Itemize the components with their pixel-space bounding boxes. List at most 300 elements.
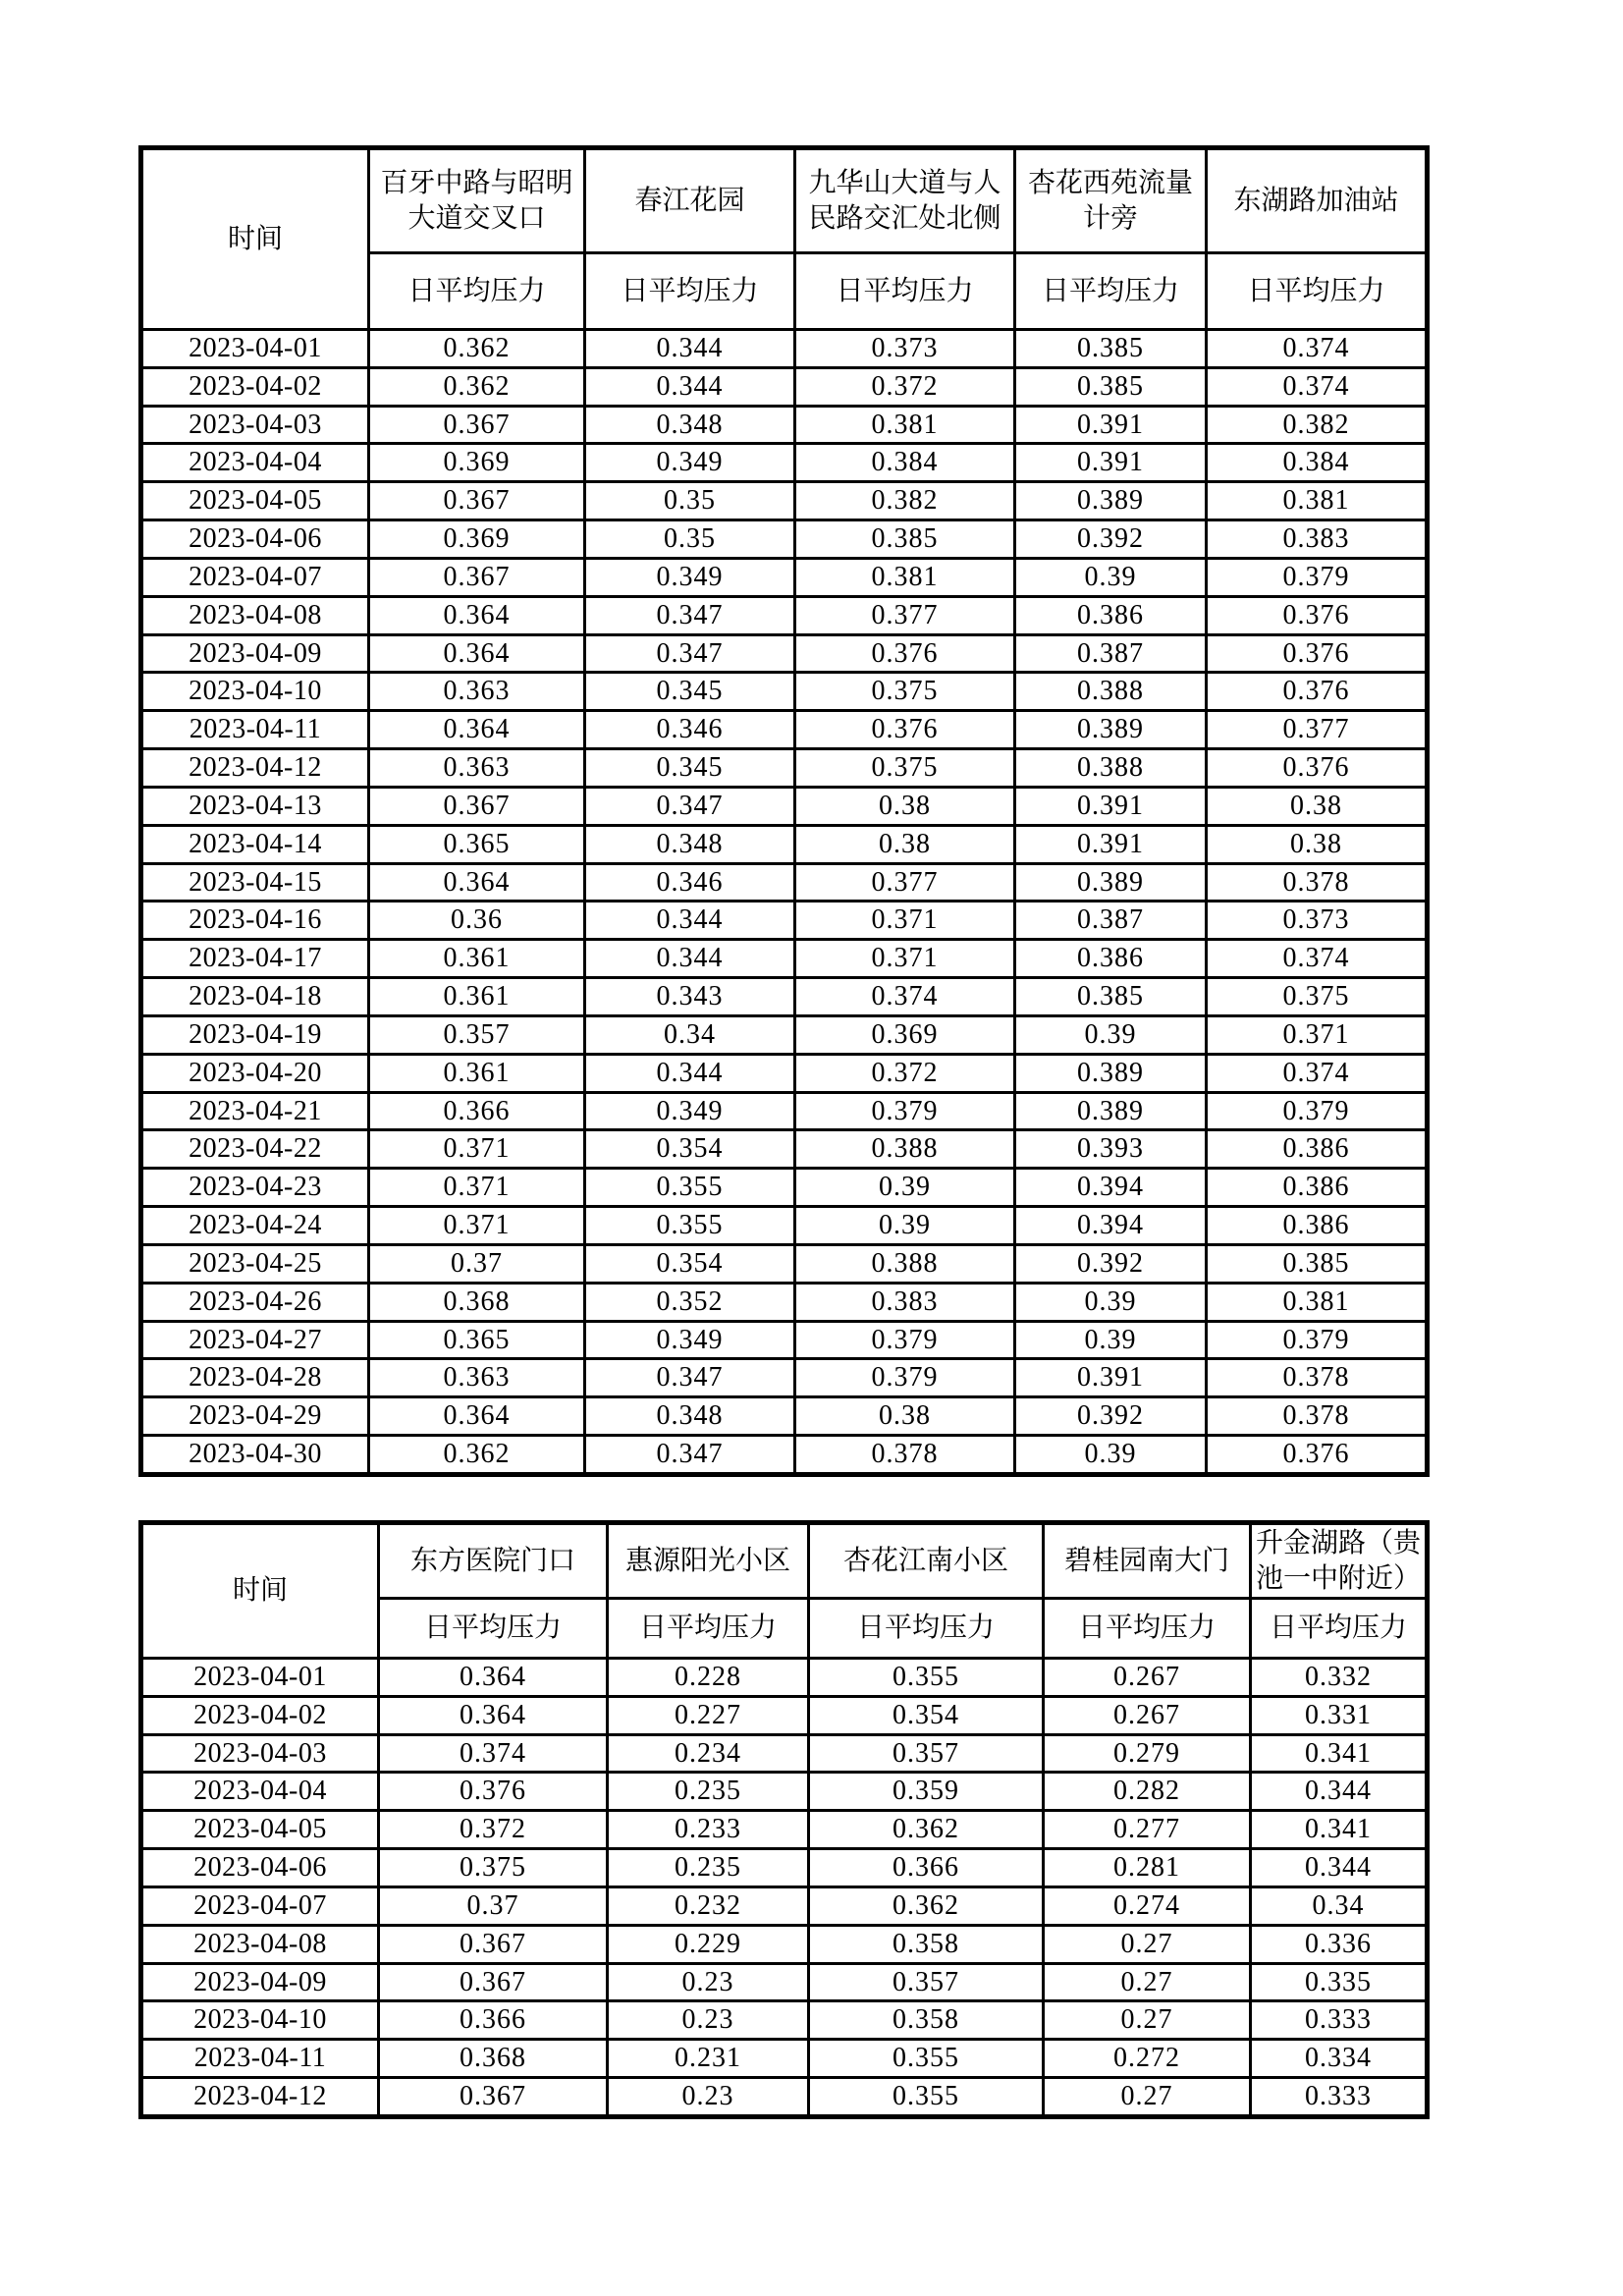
table-row [141,1734,1428,1773]
date-cell: 2023-04-12 [141,2078,379,2117]
value-cell: 0.354 [809,1696,1044,1734]
value-cell: 0.374 [379,1734,608,1773]
value-cell: 0.377 [795,863,1015,902]
value-cell: 0.394 [1015,1169,1207,1207]
value-cell: 0.34 [1251,1886,1428,1925]
value-cell: 0.272 [1044,2040,1251,2078]
value-cell: 0.344 [1251,1849,1428,1887]
station-header-cell: 东方医院门口 [379,1523,608,1599]
value-cell: 0.379 [795,1321,1015,1359]
table-row [141,1436,1428,1475]
value-cell: 0.235 [608,1773,809,1811]
table-row [141,1925,1428,1963]
value-cell: 0.344 [1251,1773,1428,1811]
value-cell: 0.384 [1207,444,1428,482]
value-cell: 0.39 [795,1207,1015,1245]
date-cell: 2023-04-19 [141,1015,369,1054]
date-cell: 2023-04-09 [141,634,369,673]
value-cell: 0.27 [1044,2078,1251,2117]
value-cell: 0.37 [369,1244,585,1283]
value-cell: 0.39 [1015,1436,1207,1475]
table-row [141,634,1428,673]
value-cell: 0.346 [585,711,795,749]
value-cell: 0.374 [1207,367,1428,406]
value-cell: 0.371 [369,1169,585,1207]
value-cell: 0.366 [369,1092,585,1130]
value-cell: 0.387 [1015,902,1207,940]
value-cell: 0.346 [585,863,795,902]
table-row [141,863,1428,902]
metric-header-cell: 日平均压力 [585,253,795,330]
value-cell: 0.385 [795,520,1015,559]
value-cell: 0.362 [369,1436,585,1475]
value-cell: 0.388 [1015,673,1207,711]
station-header-cell: 九华山大道与人民路交汇处北侧 [795,148,1015,253]
metric-header-cell: 日平均压力 [1251,1599,1428,1659]
value-cell: 0.379 [1207,558,1428,596]
value-cell: 0.393 [1015,1130,1207,1169]
value-cell: 0.367 [379,2078,608,2117]
value-cell: 0.281 [1044,1849,1251,1887]
date-cell: 2023-04-05 [141,482,369,520]
date-cell: 2023-04-06 [141,1849,379,1887]
value-cell: 0.375 [1207,978,1428,1016]
date-cell: 2023-04-11 [141,2040,379,2078]
value-cell: 0.348 [585,406,795,444]
value-cell: 0.376 [379,1773,608,1811]
value-cell: 0.376 [795,634,1015,673]
value-cell: 0.367 [369,482,585,520]
value-cell: 0.376 [1207,749,1428,788]
value-cell: 0.234 [608,1734,809,1773]
metric-header-cell: 日平均压力 [369,253,585,330]
value-cell: 0.355 [585,1207,795,1245]
date-cell: 2023-04-08 [141,596,369,634]
value-cell: 0.363 [369,1359,585,1397]
date-cell: 2023-04-17 [141,940,369,978]
station-header-cell: 杏花西苑流量计旁 [1015,148,1207,253]
value-cell: 0.367 [369,406,585,444]
value-cell: 0.363 [369,749,585,788]
value-cell: 0.389 [1015,1054,1207,1092]
station-header-cell: 惠源阳光小区 [608,1523,809,1599]
time-header-cell: 时间 [141,1523,379,1659]
value-cell: 0.373 [795,330,1015,368]
date-cell: 2023-04-11 [141,711,369,749]
value-cell: 0.371 [795,902,1015,940]
table-row [141,978,1428,1016]
table-row [141,1696,1428,1734]
value-cell: 0.365 [369,825,585,863]
station-header-cell: 升金湖路（贵池一中附近） [1251,1523,1428,1599]
date-cell: 2023-04-06 [141,520,369,559]
value-cell: 0.376 [1207,634,1428,673]
value-cell: 0.381 [1207,1283,1428,1321]
value-cell: 0.371 [369,1207,585,1245]
value-cell: 0.368 [369,1283,585,1321]
value-cell: 0.343 [585,978,795,1016]
value-cell: 0.372 [795,1054,1015,1092]
value-cell: 0.394 [1015,1207,1207,1245]
value-cell: 0.379 [795,1359,1015,1397]
value-cell: 0.341 [1251,1811,1428,1849]
value-cell: 0.385 [1015,978,1207,1016]
value-cell: 0.344 [585,1054,795,1092]
value-cell: 0.391 [1015,444,1207,482]
table-row [141,1092,1428,1130]
value-cell: 0.357 [809,1734,1044,1773]
table-row [141,558,1428,596]
value-cell: 0.367 [379,1925,608,1963]
value-cell: 0.354 [585,1244,795,1283]
value-cell: 0.35 [585,482,795,520]
value-cell: 0.39 [1015,1321,1207,1359]
value-cell: 0.36 [369,902,585,940]
table-row [141,749,1428,788]
value-cell: 0.279 [1044,1734,1251,1773]
value-cell: 0.385 [1015,367,1207,406]
value-cell: 0.383 [1207,520,1428,559]
value-cell: 0.371 [369,1130,585,1169]
value-cell: 0.331 [1251,1696,1428,1734]
date-cell: 2023-04-28 [141,1359,369,1397]
value-cell: 0.348 [585,1397,795,1436]
value-cell: 0.362 [369,330,585,368]
value-cell: 0.391 [1015,787,1207,825]
value-cell: 0.367 [369,787,585,825]
table-row [141,1169,1428,1207]
value-cell: 0.386 [1207,1207,1428,1245]
station-header-cell: 春江花园 [585,148,795,253]
value-cell: 0.388 [795,1244,1015,1283]
value-cell: 0.39 [1015,1283,1207,1321]
value-cell: 0.364 [369,1397,585,1436]
value-cell: 0.277 [1044,1811,1251,1849]
date-cell: 2023-04-22 [141,1130,369,1169]
value-cell: 0.369 [795,1015,1015,1054]
value-cell: 0.349 [585,444,795,482]
value-cell: 0.389 [1015,1092,1207,1130]
value-cell: 0.344 [585,367,795,406]
value-cell: 0.34 [585,1015,795,1054]
value-cell: 0.347 [585,596,795,634]
value-cell: 0.362 [809,1886,1044,1925]
table-row [141,1659,1428,1697]
table-row [141,406,1428,444]
value-cell: 0.369 [369,444,585,482]
date-cell: 2023-04-07 [141,558,369,596]
value-cell: 0.361 [369,978,585,1016]
value-cell: 0.361 [369,1054,585,1092]
value-cell: 0.38 [1207,825,1428,863]
value-cell: 0.367 [379,1963,608,2001]
value-cell: 0.282 [1044,1773,1251,1811]
value-cell: 0.358 [809,2001,1044,2040]
value-cell: 0.366 [809,1849,1044,1887]
date-cell: 2023-04-29 [141,1397,369,1436]
value-cell: 0.392 [1015,1244,1207,1283]
value-cell: 0.229 [608,1925,809,1963]
value-cell: 0.345 [585,673,795,711]
value-cell: 0.369 [369,520,585,559]
value-cell: 0.376 [795,711,1015,749]
value-cell: 0.371 [795,940,1015,978]
value-cell: 0.389 [1015,482,1207,520]
table-row [141,2040,1428,2078]
table-row [141,787,1428,825]
value-cell: 0.345 [585,749,795,788]
value-cell: 0.267 [1044,1696,1251,1734]
table-row [141,2001,1428,2040]
value-cell: 0.362 [369,367,585,406]
date-cell: 2023-04-15 [141,863,369,902]
value-cell: 0.381 [795,406,1015,444]
value-cell: 0.274 [1044,1886,1251,1925]
value-cell: 0.334 [1251,2040,1428,2078]
time-header-cell: 时间 [141,148,369,330]
value-cell: 0.386 [1207,1130,1428,1169]
metric-header-cell: 日平均压力 [1044,1599,1251,1659]
table-row [141,1283,1428,1321]
value-cell: 0.379 [1207,1321,1428,1359]
date-cell: 2023-04-08 [141,1925,379,1963]
pressure-table-2 [138,1520,1430,2119]
value-cell: 0.365 [369,1321,585,1359]
value-cell: 0.392 [1015,1397,1207,1436]
table-row [141,1811,1428,1849]
value-cell: 0.357 [809,1963,1044,2001]
value-cell: 0.375 [379,1849,608,1887]
date-cell: 2023-04-04 [141,1773,379,1811]
value-cell: 0.374 [795,978,1015,1016]
date-cell: 2023-04-24 [141,1207,369,1245]
table-row [141,1207,1428,1245]
value-cell: 0.378 [1207,1397,1428,1436]
table-row [141,1015,1428,1054]
table-row [141,1963,1428,2001]
value-cell: 0.333 [1251,2078,1428,2117]
table-row [141,482,1428,520]
value-cell: 0.385 [1015,330,1207,368]
value-cell: 0.355 [809,2040,1044,2078]
date-cell: 2023-04-01 [141,1659,379,1697]
value-cell: 0.344 [585,940,795,978]
table-row [141,1130,1428,1169]
value-cell: 0.23 [608,2078,809,2117]
date-cell: 2023-04-09 [141,1963,379,2001]
value-cell: 0.363 [369,673,585,711]
value-cell: 0.267 [1044,1659,1251,1697]
value-cell: 0.377 [795,596,1015,634]
value-cell: 0.372 [379,1811,608,1849]
station-header-cell: 杏花江南小区 [809,1523,1044,1599]
metric-header-cell: 日平均压力 [608,1599,809,1659]
value-cell: 0.374 [1207,940,1428,978]
value-cell: 0.378 [1207,1359,1428,1397]
value-cell: 0.376 [1207,596,1428,634]
metric-header-cell: 日平均压力 [1207,253,1428,330]
value-cell: 0.347 [585,787,795,825]
value-cell: 0.392 [1015,520,1207,559]
date-cell: 2023-04-05 [141,1811,379,1849]
table-row [141,1321,1428,1359]
value-cell: 0.23 [608,2001,809,2040]
date-cell: 2023-04-16 [141,902,369,940]
value-cell: 0.347 [585,634,795,673]
value-cell: 0.391 [1015,406,1207,444]
date-cell: 2023-04-03 [141,1734,379,1773]
value-cell: 0.227 [608,1696,809,1734]
value-cell: 0.332 [1251,1659,1428,1697]
table-row [141,1244,1428,1283]
value-cell: 0.349 [585,1321,795,1359]
value-cell: 0.359 [809,1773,1044,1811]
value-cell: 0.382 [795,482,1015,520]
value-cell: 0.27 [1044,1925,1251,1963]
value-cell: 0.391 [1015,825,1207,863]
value-cell: 0.376 [1207,673,1428,711]
date-cell: 2023-04-10 [141,2001,379,2040]
value-cell: 0.228 [608,1659,809,1697]
value-cell: 0.372 [795,367,1015,406]
value-cell: 0.348 [585,825,795,863]
value-cell: 0.378 [1207,863,1428,902]
table-row [141,1886,1428,1925]
value-cell: 0.381 [795,558,1015,596]
value-cell: 0.368 [379,2040,608,2078]
date-cell: 2023-04-30 [141,1436,369,1475]
table-row [141,444,1428,482]
value-cell: 0.23 [608,1963,809,2001]
value-cell: 0.38 [795,1397,1015,1436]
value-cell: 0.341 [1251,1734,1428,1773]
value-cell: 0.387 [1015,634,1207,673]
value-cell: 0.374 [1207,1054,1428,1092]
value-cell: 0.354 [585,1130,795,1169]
date-cell: 2023-04-18 [141,978,369,1016]
table-row [141,520,1428,559]
date-cell: 2023-04-14 [141,825,369,863]
station-header-cell: 东湖路加油站 [1207,148,1428,253]
pressure-table-1 [138,145,1430,1477]
table-row [141,596,1428,634]
value-cell: 0.37 [379,1886,608,1925]
date-cell: 2023-04-10 [141,673,369,711]
date-cell: 2023-04-21 [141,1092,369,1130]
value-cell: 0.355 [585,1169,795,1207]
value-cell: 0.389 [1015,711,1207,749]
date-cell: 2023-04-13 [141,787,369,825]
table-row [141,825,1428,863]
value-cell: 0.364 [379,1696,608,1734]
date-cell: 2023-04-07 [141,1886,379,1925]
table-row [141,2078,1428,2117]
value-cell: 0.38 [795,787,1015,825]
value-cell: 0.349 [585,1092,795,1130]
date-cell: 2023-04-20 [141,1054,369,1092]
value-cell: 0.39 [795,1169,1015,1207]
date-cell: 2023-04-04 [141,444,369,482]
table-row [141,1054,1428,1092]
table-row [141,1849,1428,1887]
value-cell: 0.361 [369,940,585,978]
value-cell: 0.386 [1207,1169,1428,1207]
value-cell: 0.39 [1015,1015,1207,1054]
date-cell: 2023-04-01 [141,330,369,368]
value-cell: 0.379 [795,1092,1015,1130]
value-cell: 0.344 [585,902,795,940]
value-cell: 0.386 [1015,940,1207,978]
date-cell: 2023-04-23 [141,1169,369,1207]
table-row [141,902,1428,940]
value-cell: 0.364 [369,711,585,749]
value-cell: 0.379 [1207,1092,1428,1130]
value-cell: 0.364 [379,1659,608,1697]
value-cell: 0.362 [809,1811,1044,1849]
value-cell: 0.381 [1207,482,1428,520]
value-cell: 0.35 [585,520,795,559]
value-cell: 0.27 [1044,1963,1251,2001]
value-cell: 0.384 [795,444,1015,482]
table-row [141,1359,1428,1397]
value-cell: 0.347 [585,1436,795,1475]
value-cell: 0.344 [585,330,795,368]
value-cell: 0.388 [795,1130,1015,1169]
value-cell: 0.378 [795,1436,1015,1475]
value-cell: 0.349 [585,558,795,596]
value-cell: 0.364 [369,634,585,673]
value-cell: 0.357 [369,1015,585,1054]
value-cell: 0.383 [795,1283,1015,1321]
value-cell: 0.375 [795,749,1015,788]
value-cell: 0.374 [1207,330,1428,368]
value-cell: 0.367 [369,558,585,596]
table-row [141,673,1428,711]
value-cell: 0.232 [608,1886,809,1925]
station-header-cell: 碧桂园南大门 [1044,1523,1251,1599]
value-cell: 0.352 [585,1283,795,1321]
value-cell: 0.231 [608,2040,809,2078]
value-cell: 0.336 [1251,1925,1428,1963]
value-cell: 0.382 [1207,406,1428,444]
value-cell: 0.375 [795,673,1015,711]
date-cell: 2023-04-27 [141,1321,369,1359]
value-cell: 0.355 [809,2078,1044,2117]
value-cell: 0.385 [1207,1244,1428,1283]
metric-header-cell: 日平均压力 [379,1599,608,1659]
value-cell: 0.333 [1251,2001,1428,2040]
station-header-row [141,1523,1428,1599]
value-cell: 0.377 [1207,711,1428,749]
table-row [141,940,1428,978]
value-cell: 0.27 [1044,2001,1251,2040]
date-cell: 2023-04-02 [141,367,369,406]
date-cell: 2023-04-25 [141,1244,369,1283]
date-cell: 2023-04-12 [141,749,369,788]
table-row [141,367,1428,406]
metric-header-cell: 日平均压力 [809,1599,1044,1659]
value-cell: 0.389 [1015,863,1207,902]
value-cell: 0.373 [1207,902,1428,940]
table-row [141,1397,1428,1436]
value-cell: 0.39 [1015,558,1207,596]
value-cell: 0.388 [1015,749,1207,788]
value-cell: 0.391 [1015,1359,1207,1397]
value-cell: 0.366 [379,2001,608,2040]
value-cell: 0.233 [608,1811,809,1849]
date-cell: 2023-04-03 [141,406,369,444]
value-cell: 0.376 [1207,1436,1428,1475]
